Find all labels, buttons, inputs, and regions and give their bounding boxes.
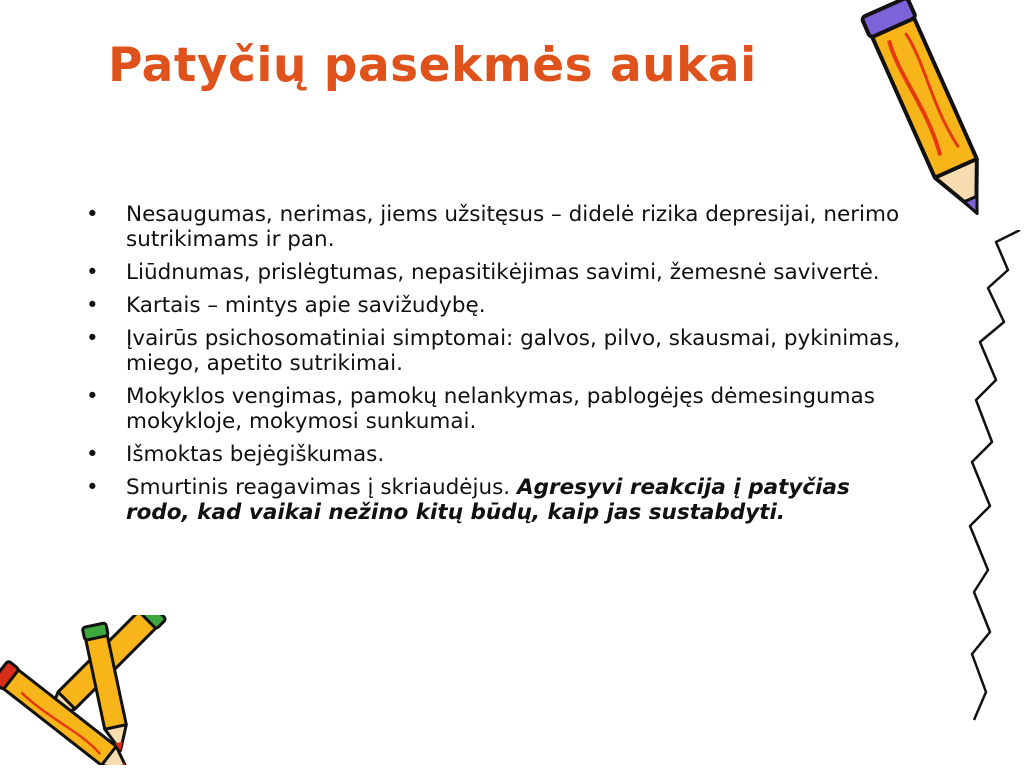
bullet-dot: •: [86, 475, 99, 500]
bullet-text: Kartais – mintys apie savižudybę.: [126, 293, 486, 318]
bullet-text: Įvairūs psichosomatiniai simptomai: galvos, pilvo, skausmai, pykinimas, miego, apetito sutrikimai.: [126, 326, 901, 376]
bullet-text: Mokyklos vengimas, pamokų nelankymas, pablogėjęs dėmesingumas mokykloje, mokymosi sunkumai.: [126, 384, 875, 434]
zigzag-border: [950, 230, 1024, 730]
bullet-item: [86, 442, 916, 467]
pencil-icon: [845, 0, 1024, 245]
bullet-text: Išmoktas bejėgiškumas.: [126, 442, 385, 467]
slide-title: Patyčių pasekmės aukai: [108, 38, 757, 93]
bullet-list: [86, 202, 916, 533]
bullet-dot: •: [86, 442, 99, 467]
bullet-item: [86, 202, 916, 252]
bullet-dot: •: [86, 326, 99, 351]
bullet-emphasis: Agresyvi reakcija į patyčias rodo, kad vaikai nežino kitų būdų, kaip jas sustabdyti.: [126, 475, 850, 525]
bullet-text: Nesaugumas, nerimas, jiems užsitęsus – didelė rizika depresijai, nerimo sutrikimams ir pan.: [126, 202, 900, 252]
bullet-text: Liūdnumas, prislėgtumas, nepasitikėjimas savimi, žemesnė savivertė.: [126, 260, 880, 285]
bullet-item: [86, 475, 916, 525]
bullet-dot: •: [86, 384, 99, 409]
bullet-item: [86, 260, 916, 285]
bullet-item: [86, 293, 916, 318]
pencils-icon: [0, 615, 210, 765]
bullet-dot: •: [86, 260, 99, 285]
bullet-item: [86, 326, 916, 376]
bullet-text: Smurtinis reagavimas į skriaudėjus.: [126, 475, 517, 500]
bullet-dot: •: [86, 202, 99, 227]
bullet-item: [86, 384, 916, 434]
bullet-dot: •: [86, 293, 99, 318]
